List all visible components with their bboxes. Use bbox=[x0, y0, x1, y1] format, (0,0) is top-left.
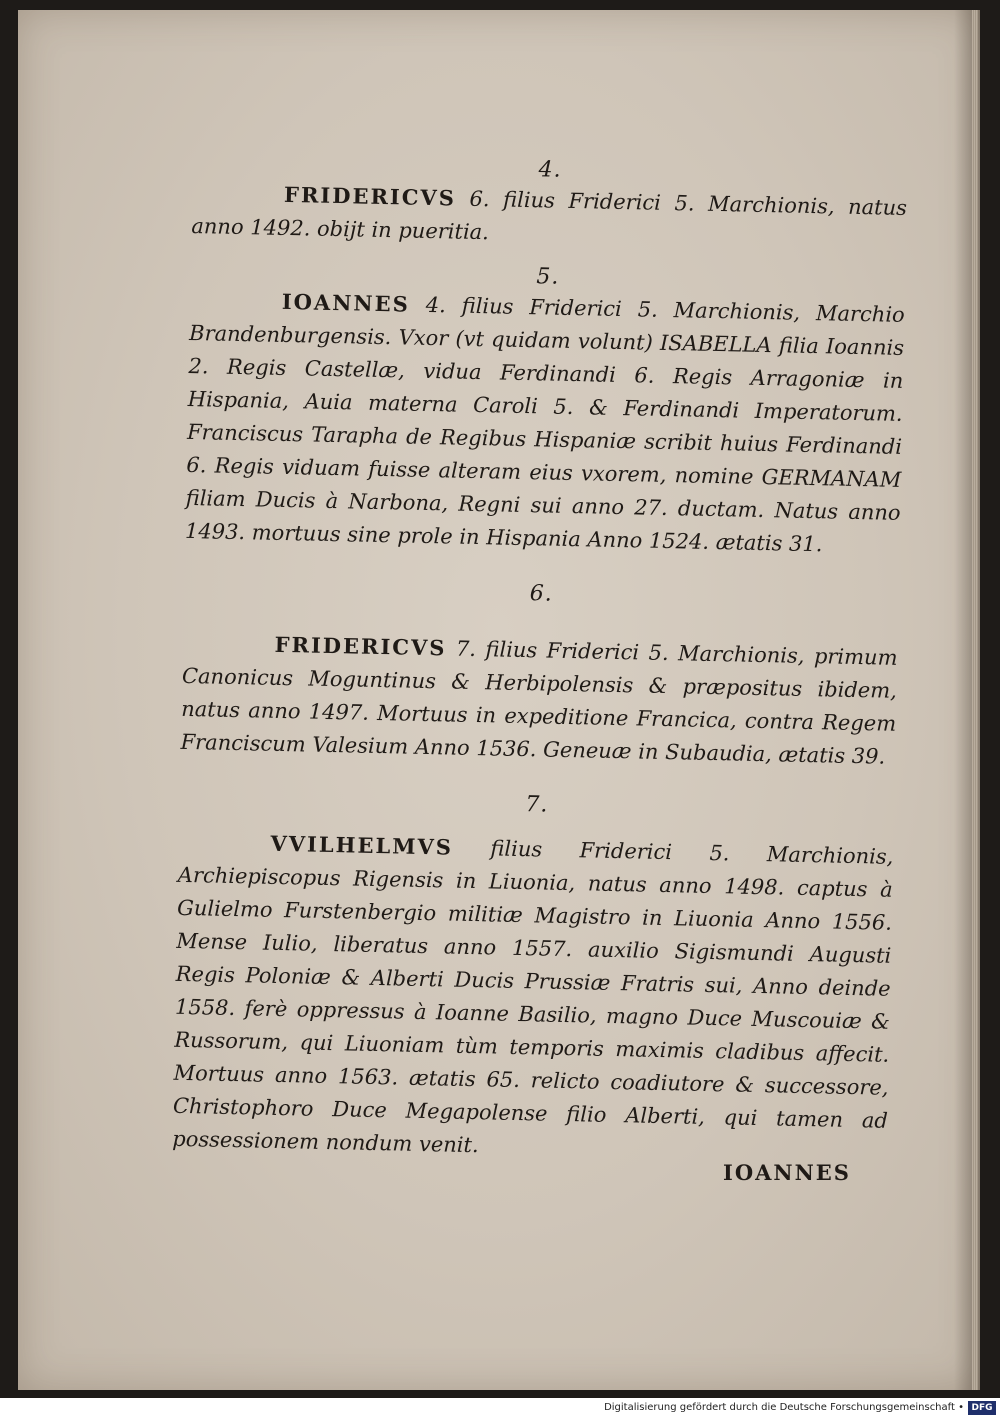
entry-text: 4. filius Friderici 5. Marchionis, Marchio Brandenburgensis. Vxor (vt quidam volunt) ISABELLA filia Ioannis 2. Regis Castellæ, vidua Ferdinandi 6. Regis Arragoniæ in Hispania, Auia materna Caroli 5. & Ferdinandi Imperatorum. Franciscus Tarapha de Regibus Hispaniæ scribit huius Ferdinandi 6. Regis viduam fuisse alteram eius vxorem, nomine GERMANAM filiam Ducis à Narbona, Regni sui anno 27. ductam. Natus anno 1493. mortuus sine prole in Hispania Anno 1524. ætatis 31. bbox=[184, 292, 905, 557]
entry-number: 4. bbox=[538, 157, 562, 183]
dfg-logo: DFG bbox=[968, 1401, 996, 1415]
entry-text: 7. filius Friderici 5. Marchionis, primum Canonicus Moguntinus & Herbipolensis & præpositus ibidem, natus anno 1497. Mortuus in expeditione Francica, contra Regem Franciscum Valesium Anno 1536. Geneuæ in Subaudia, ætatis 39. bbox=[180, 636, 898, 769]
entry-name: VVILHELMVS bbox=[270, 830, 454, 860]
entry-paragraph bbox=[185, 283, 905, 563]
page-edge bbox=[972, 10, 978, 1390]
entry-name: FRIDERICVS bbox=[274, 631, 447, 661]
catchword: IOANNES bbox=[723, 1160, 851, 1185]
entry-paragraph bbox=[172, 825, 894, 1171]
entry-text: 6. filius Friderici 5. Marchionis, natus anno 1492. obijt in pueritia. bbox=[191, 186, 908, 245]
digitization-footer bbox=[0, 1398, 1000, 1420]
entry-number: 6. bbox=[529, 581, 554, 607]
entry-number: 5. bbox=[536, 264, 560, 290]
entry-name: FRIDERICVS bbox=[283, 181, 457, 211]
entry-text: filius Friderici 5. Marchionis, Archiepiscopus Rigensis in Liuonia, natus anno 1498. captus à Gulielmo Furstenbergio militiæ Magistro in Liuonia Anno 1556. Mense Iulio, liberatus anno 1557. auxilio Sigismundi Augusti Regis Poloniæ & Alberti Ducis Prussiæ Fratris sui, Anno deinde 1558. ferè oppressus à Ioanne Basilio, magno Duce Muscouiæ & Russorum, qui Liuoniam tùm temporis maximis cladibus affecit. Mortuus anno 1563. ætatis 65. relicto coadiutore & successore, Christophoro Duce Megapolense filio Alberti, qui tamen ad possessionem nondum venit. bbox=[172, 836, 894, 1158]
page-content bbox=[172, 150, 908, 1171]
entry-paragraph bbox=[180, 626, 898, 774]
book-page bbox=[18, 10, 980, 1390]
entry-name: IOANNES bbox=[281, 288, 411, 317]
entry-number: 7. bbox=[525, 792, 549, 818]
footer-credit: Digitalisierung gefördert durch die Deutsche Forschungsgemeinschaft • bbox=[604, 1402, 964, 1413]
